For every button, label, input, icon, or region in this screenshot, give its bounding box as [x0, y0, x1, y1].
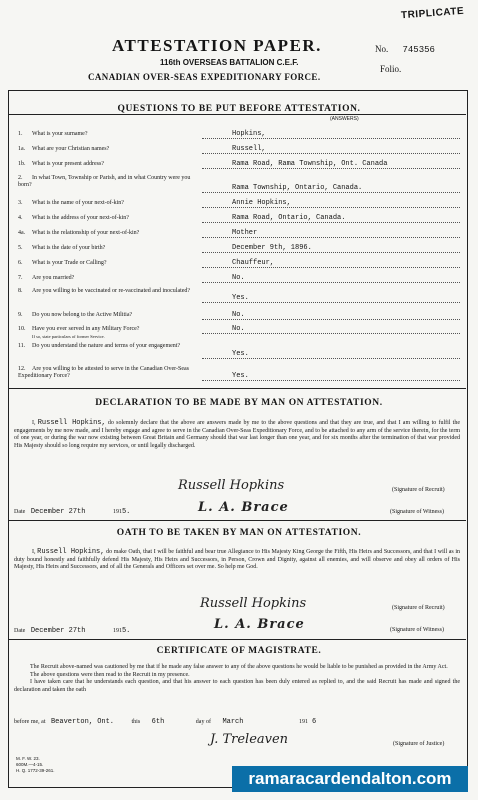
answer-4: Rama Road, Ontario, Canada.	[232, 214, 346, 222]
folio-label: Folio.	[380, 64, 402, 74]
answer-line	[202, 153, 460, 154]
question-4: 4. What is the address of your next-of-kin?	[18, 215, 129, 221]
answer-line	[202, 252, 460, 253]
militia-note: If so, state particulars of former Service.	[32, 334, 105, 339]
answer-line	[202, 267, 460, 268]
regimental-number	[375, 44, 435, 55]
number-value: 745356	[402, 45, 435, 55]
sig-recruit-label: (Signature of Recruit)	[392, 605, 445, 611]
question-1a: 1a. What are your Christian names?	[18, 146, 110, 152]
magistrate-header: CERTIFICATE OF MAGISTRATE.	[156, 646, 322, 656]
question-5: 5. What is the date of your birth?	[18, 245, 106, 251]
question-9: 9. Do you now belong to the Active Militia?	[18, 312, 133, 318]
answers-label: (ANSWERS)	[330, 116, 359, 122]
question-12: 12. Are you willing to be attested to serve in the Canadian Over-Seas Expeditionary Force?	[18, 366, 190, 379]
magistrate-place-line: before me, at Beaverton, Ont. this 6th day of March 191 6	[14, 718, 317, 726]
answer-12: Yes.	[232, 372, 249, 380]
declaration-header: DECLARATION TO BE MADE BY MAN ON ATTESTATION.	[95, 398, 383, 408]
divider	[9, 388, 466, 389]
sig-witness-label: (Signature of Witness)	[390, 627, 444, 633]
answer-line	[202, 237, 460, 238]
form-code-3: H. Q. 1772-39-261.	[16, 768, 55, 773]
answer-2: Rama Township, Ontario, Canada.	[232, 184, 363, 192]
month-value: March	[222, 718, 244, 726]
divider	[9, 114, 466, 115]
answer-line	[202, 282, 460, 283]
triplicate-stamp: TRIPLICATE	[400, 5, 465, 22]
questions-header: QUESTIONS TO BE PUT BEFORE ATTESTATION.	[117, 104, 361, 114]
page-title: ATTESTATION PAPER.	[112, 36, 322, 55]
question-1b: 1b. What is your present address?	[18, 161, 104, 167]
declaration-text: I, Russell Hopkins, do solemnly declare that the above are answers made by me to the above questions and that they are true, and that I am willing to fulfil the engagements by me now made, and I hereby engage and agree to serve in the Canadian Over-Seas Expeditionary Force, and to be attached to any arm of the service therein, for the term of one year, or during the war now existing between Great Britain and Germany should that war last longer than one year, and for six months after the termination of that war provided His Majesty should so long require my services, or until legally discharged.	[14, 419, 461, 449]
form-code-2: 600M.—4-15.	[16, 762, 44, 767]
oath-date: Date December 27th 1915.	[14, 627, 131, 635]
answer-line	[202, 222, 460, 223]
answer-11: Yes.	[232, 350, 249, 358]
answer-10: No.	[232, 325, 245, 333]
battalion-prefix: 116th	[160, 58, 181, 67]
force-name: CANADIAN OVER-SEAS EXPEDITIONARY FORCE.	[88, 72, 321, 82]
question-1: 1. What is your surname?	[18, 131, 88, 137]
divider	[9, 520, 466, 521]
answer-line	[202, 192, 460, 193]
justice-signature: J. Treleaven	[210, 732, 289, 747]
question-11: 11. Do you understand the nature and terms of your engagement?	[18, 343, 181, 349]
sig-justice-label: (Signature of Justice)	[393, 741, 445, 747]
answer-line	[202, 358, 460, 359]
answer-8: Yes.	[232, 294, 249, 302]
question-10: 10. Have you ever served in any Military Force? If so, state particulars of former Service.	[18, 326, 140, 339]
question-8: 8. Are you willing to be vaccinated or re-vaccinated and inoculated?	[18, 288, 191, 294]
recruit-signature: Russell Hopkins	[178, 478, 285, 493]
question-4a: 4a. What is the relationship of your next-of-kin?	[18, 230, 140, 236]
answer-4a: Mother	[232, 229, 258, 237]
witness-signature: L. A. Brace	[198, 500, 289, 515]
sig-witness-label: (Signature of Witness)	[390, 509, 444, 515]
form-code-1: M. F. W. 23.	[16, 756, 40, 761]
answer-6: Chauffeur,	[232, 259, 275, 267]
magistrate-text: The Recruit above-named was cautioned by me that if he made any false answer to any of the above questions he would be liable to be punished as provided in the Army Act. The above questions were then read to the Recruit in my presence. I have taken care that he understands each question, and that his answer to each question has been duly entered as replied to, and the said Recruit has made and signed the declaration and taken the oath	[14, 664, 460, 693]
answer-line	[202, 168, 460, 169]
number-label: No.	[375, 44, 389, 54]
question-7: 7. Are you married?	[18, 275, 75, 281]
answer-7: No.	[232, 274, 245, 282]
watermark-footer[interactable]: ramaracardendalton.com	[232, 766, 468, 792]
question-3: 3. What is the name of your next-of-kin?	[18, 200, 124, 206]
answer-3: Annie Hopkins,	[232, 199, 291, 207]
day-value: 6th	[151, 718, 165, 726]
sig-recruit-label: (Signature of Recruit)	[392, 487, 445, 493]
oath-text: I, Russell Hopkins, do make Oath, that I will be faithful and bear true Allegiance to His Majesty King George the Fifth, His Heirs and Successors, and that I will as in duty bound honestly and faithfully defend His Majesty, His Heirs and Successors, in Person, Crown and Dignity, against all enemies, and will observe and obey all orders of His Majesty, His Heirs and Successors, and of all the Generals and Officers set over me. So help me God.	[14, 548, 461, 571]
answer-line	[202, 333, 460, 334]
answer-1b: Rama Road, Rama Township, Ont. Canada	[232, 160, 388, 168]
recruit-name: Russell Hopkins,	[37, 419, 106, 427]
witness-oath-signature: L. A. Brace	[214, 617, 305, 632]
oath-header: OATH TO BE TAKEN BY MAN ON ATTESTATION.	[116, 528, 362, 538]
answer-1: Hopkins,	[232, 130, 266, 138]
question-6: 6. What is your Trade or Calling?	[18, 260, 107, 266]
battalion-line	[160, 58, 298, 67]
place-value: Beaverton, Ont.	[50, 718, 114, 726]
answer-line	[202, 138, 460, 139]
battalion-name: OVERSEAS BATTALION C.E.F.	[182, 58, 299, 67]
answer-9: No.	[232, 311, 245, 319]
recruit-oath-signature: Russell Hopkins	[200, 596, 307, 611]
answer-line	[202, 302, 460, 303]
declaration-date: Date December 27th 1915.	[14, 508, 131, 516]
divider	[9, 639, 466, 640]
answer-1a: Russell,	[232, 145, 266, 153]
answer-line	[202, 207, 460, 208]
question-2: 2. In what Town, Township or Parish, and in what Country were you born?	[18, 175, 191, 188]
answer-line	[202, 380, 460, 381]
answer-line	[202, 319, 460, 320]
answer-5: December 9th, 1896.	[232, 244, 312, 252]
